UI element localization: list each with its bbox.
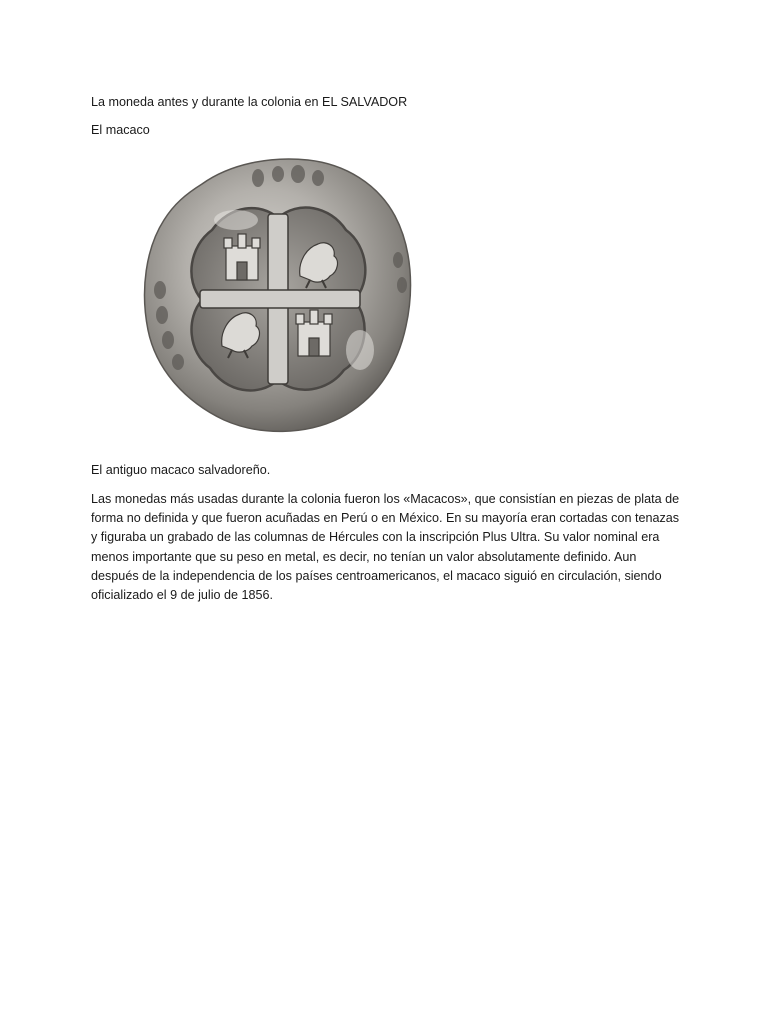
section-heading: El macaco xyxy=(91,123,150,137)
image-caption: El antiguo macaco salvadoreño. xyxy=(91,463,271,477)
macaco-coin-photo xyxy=(140,150,415,435)
document-title: La moneda antes y durante la colonia en EL SALVADOR xyxy=(91,95,408,109)
body-paragraph: Las monedas más usadas durante la colonia fueron los «Macacos», que consistían en piezas de plata de forma no definida y que fueron acuñadas en Perú o en México. En su mayoría eran cortadas con tenazas y figuraba un grabado de las columnas de Hércules con la inscripción Plus Ultra. Su valor nominal era menos importante que su peso en metal, es decir, no tenían un valor absolutamente definido. Aun después de la independencia de los países centroamericanos, el macaco siguió en circulación, siendo oficializado el 9 de julio de 1856. xyxy=(91,492,680,603)
